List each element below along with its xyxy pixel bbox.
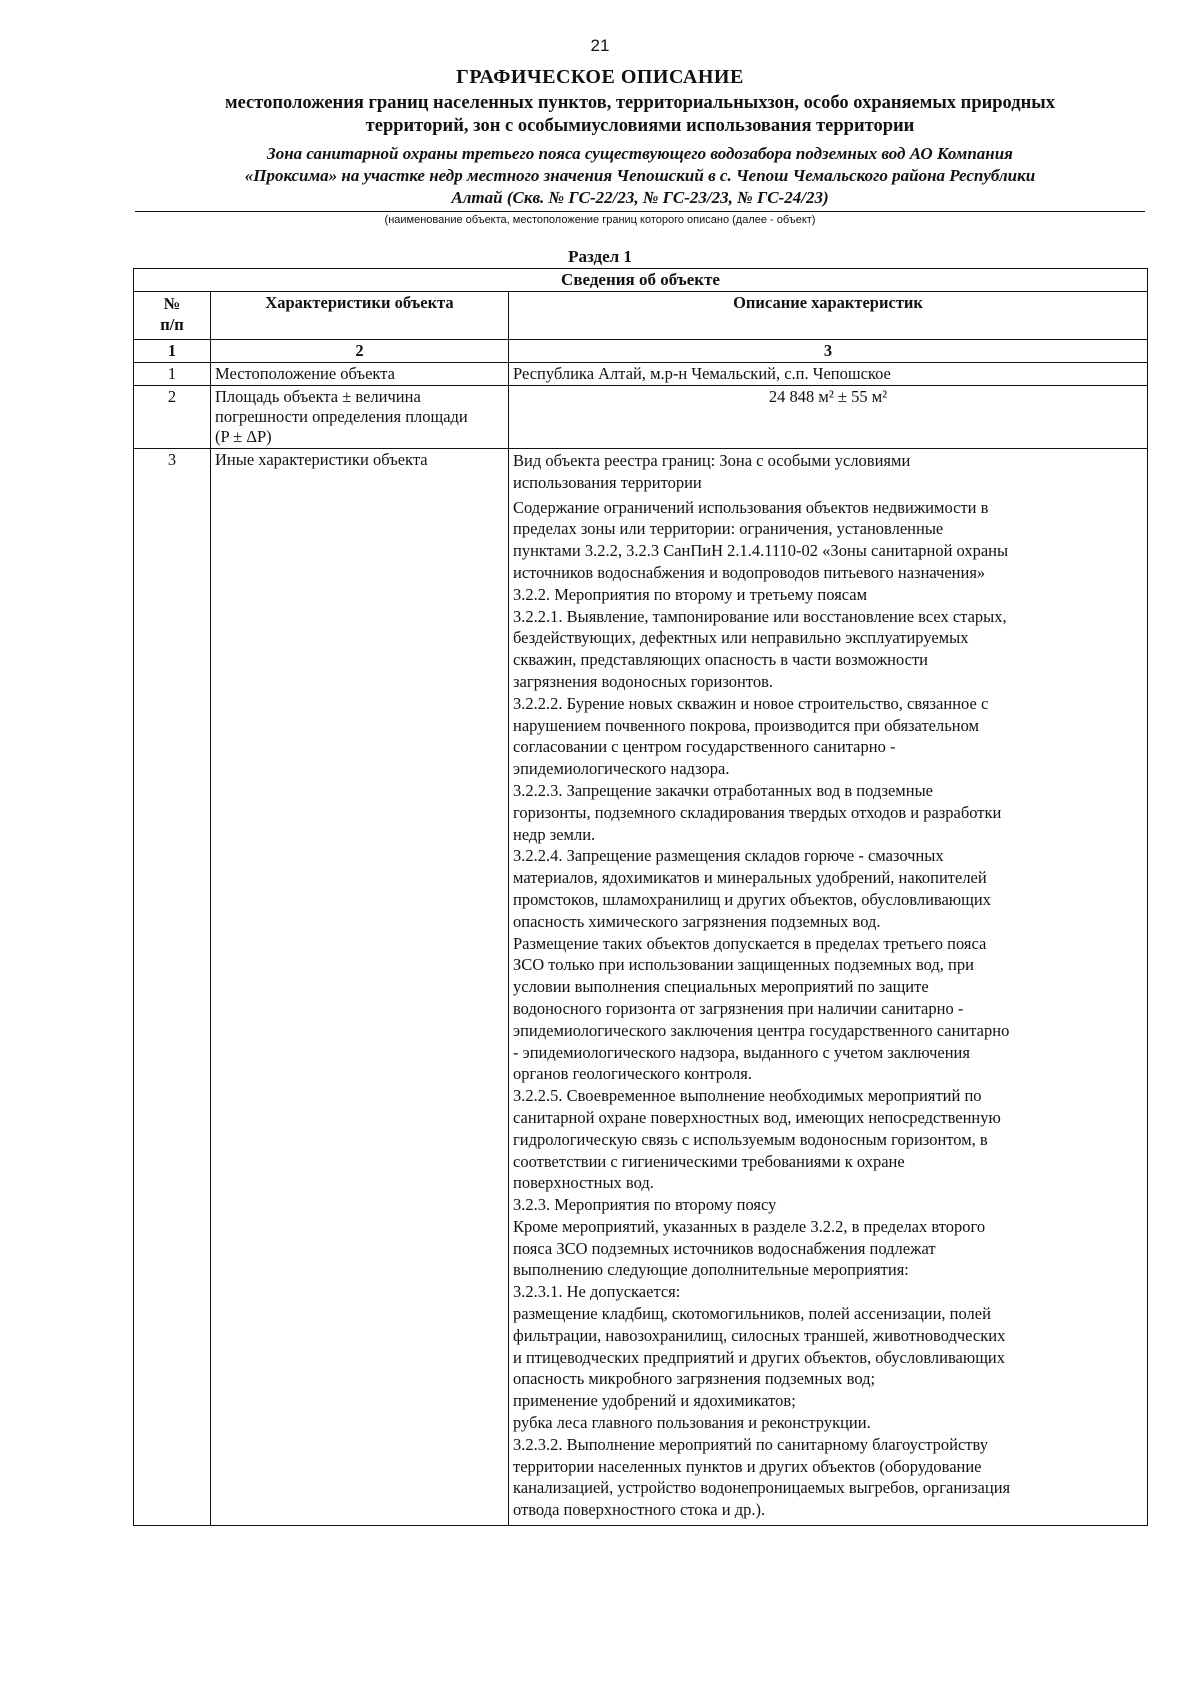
description-line: эпидемиологического заключения центра государственного санитарно <box>513 1020 1010 1040</box>
section-title: Раздел 1 <box>568 247 632 266</box>
description-line: горизонты, подземного складирования твердых отходов и разработки <box>513 802 1002 822</box>
description-line: 3.2.2.3. Запрещение закачки отработанных вод в подземные <box>513 780 933 800</box>
description-line: использования территории <box>513 472 702 492</box>
description-line: и птицеводческих предприятий и других объектов, обусловливающих <box>513 1347 1005 1367</box>
object-name-line: Зона санитарной охраны третьего пояса существующего водозабора подземных вод АО Компания <box>267 144 1013 163</box>
row-description-text <box>509 449 1148 1526</box>
column-number: 2 <box>211 340 509 363</box>
table-caption-row <box>134 269 1148 292</box>
object-caption: (наименование объекта, местоположение границ которого описано (далее - объект) <box>384 214 816 226</box>
description-line: гидрологическую связь с используемым водоносным горизонтом, в <box>513 1129 988 1149</box>
description-line: Кроме мероприятий, указанных в разделе 3.2.2, в пределах второго <box>513 1216 986 1236</box>
column-number: 3 <box>509 340 1148 363</box>
description-line: поверхностных вод. <box>513 1173 654 1193</box>
characteristic-line: погрешности определения площади <box>215 407 468 426</box>
description-line: пояса ЗСО подземных источников водоснабжения подлежат <box>513 1238 936 1258</box>
characteristic-line: Площадь объекта ± величина <box>215 387 421 406</box>
description-line: применение удобрений и ядохимикатов; <box>513 1391 796 1411</box>
table-header-row <box>134 292 1148 340</box>
column-number: 1 <box>134 340 211 363</box>
description-line: водоносного горизонта от загрязнения при наличии санитарно - <box>513 998 964 1018</box>
description-line: санитарной охране поверхностных вод, имеющих непосредственную <box>513 1107 1001 1127</box>
row-number: 2 <box>134 386 211 449</box>
page-number: 21 <box>590 36 610 55</box>
description-line: условии выполнения специальных мероприятий по защите <box>513 977 929 997</box>
description-line: соответствии с гигиеническими требованиями к охране <box>513 1151 905 1171</box>
description-line: 3.2.3.1. Не допускается: <box>513 1282 681 1302</box>
row-number: 1 <box>134 363 211 386</box>
object-name-line: Алтай (Скв. № ГС-22/23, № ГС-23/23, № ГС-24/23) <box>451 188 829 207</box>
row-description-area: 24 848 м² ± 55 м² <box>509 386 1148 449</box>
object-info-table <box>133 268 1148 1526</box>
description-line: ЗСО только при использовании защищенных подземных вод, при <box>513 955 974 975</box>
characteristic-line: (P ± ΔP) <box>215 427 272 446</box>
description-line: размещение кладбищ, скотомогильников, полей ассенизации, полей <box>513 1304 991 1324</box>
row-number: 3 <box>134 449 211 1526</box>
row-characteristic: Иные характеристики объекта <box>211 449 509 1526</box>
description-line: опасность микробного загрязнения подземных вод; <box>513 1369 876 1389</box>
description-line: 3.2.3.2. Выполнение мероприятий по санитарному благоустройству <box>513 1434 988 1454</box>
row-characteristic: Местоположение объекта <box>211 363 509 386</box>
description-line: загрязнения водоносных горизонтов. <box>513 671 774 691</box>
description-line: промстоков, шламохранилищ и других объектов, обусловливающих <box>513 889 991 909</box>
description-line: отвода поверхностного стока и др.). <box>513 1500 766 1520</box>
header-number <box>134 292 211 340</box>
description-block <box>513 497 1143 1521</box>
description-line: эпидемиологического надзора. <box>513 759 730 779</box>
description-line: скважин, представляющих опасность в части возможности <box>513 650 928 670</box>
row-characteristic <box>211 386 509 449</box>
description-line: канализацией, устройство водонепроницаемых выгребов, организация <box>513 1478 1011 1498</box>
description-line: 3.2.2.1. Выявление, тампонирование или восстановление всех старых, <box>513 606 1007 626</box>
description-line: материалов, ядохимикатов и минеральных удобрений, накопителей <box>513 868 987 888</box>
description-line: источников водоснабжения и водопроводов питьевого назначения» <box>513 562 986 582</box>
description-line: Вид объекта реестра границ: Зона с особыми условиями <box>513 451 911 470</box>
description-line: рубка леса главного пользования и реконструкции. <box>513 1413 871 1433</box>
subtitle-line: территорий, зон с особымиусловиями использования территории <box>365 116 915 136</box>
object-name-line: «Проксима» на участке недр местного значения Чепошский в с. Чепош Чемальского района Республики <box>244 166 1036 185</box>
document-subtitle <box>120 92 1160 138</box>
description-line: органов геологического контроля. <box>513 1064 752 1084</box>
description-line: 3.2.3. Мероприятия по второму поясу <box>513 1195 777 1215</box>
header-number-symbol: № <box>163 294 181 313</box>
row-description: Республика Алтай, м.р-н Чемальский, с.п. Чепошское <box>509 363 1148 386</box>
description-line: 3.2.2.4. Запрещение размещения складов горюче - смазочных <box>513 846 944 866</box>
description-line: согласовании с центром государственного санитарно - <box>513 737 896 757</box>
description-line: Размещение таких объектов допускается в пределах третьего пояса <box>513 933 987 953</box>
description-line: пределах зоны или территории: ограничения, установленные <box>513 519 944 539</box>
title-underline <box>135 211 1145 212</box>
description-line: 3.2.2.2. Бурение новых скважин и новое строительство, связанное с <box>513 693 989 713</box>
description-line: Содержание ограничений использования объектов недвижимости в <box>513 497 989 517</box>
subtitle-line: местоположения границ населенных пунктов, территориальныхзон, особо охраняемых природных <box>225 93 1055 113</box>
description-line: 3.2.2.5. Своевременное выполнение необходимых мероприятий по <box>513 1086 982 1106</box>
description-block <box>513 450 1143 494</box>
description-line: территории населенных пунктов и других объектов (оборудование <box>513 1456 982 1476</box>
description-line: 3.2.2. Мероприятия по второму и третьему поясам <box>513 584 868 604</box>
description-line: бездействующих, дефектных или неправильно эксплуатируемых <box>513 628 969 648</box>
description-line: выполнению следующие дополнительные мероприятия: <box>513 1260 909 1280</box>
table-row <box>134 386 1148 449</box>
table-row <box>134 449 1148 1526</box>
table-caption: Сведения об объекте <box>134 269 1148 292</box>
column-number-row <box>134 340 1148 363</box>
header-description: Описание характеристик <box>509 292 1148 340</box>
object-name <box>130 143 1150 209</box>
document-title: ГРАФИЧЕСКОЕ ОПИСАНИЕ <box>456 66 744 88</box>
description-line: - эпидемиологического надзора, выданного с учетом заключения <box>513 1042 970 1062</box>
description-line: пунктами 3.2.2, 3.2.3 СанПиН 2.1.4.1110-02 «Зоны санитарной охраны <box>513 541 1009 561</box>
description-line: фильтрации, навозохранилищ, силосных траншей, животноводческих <box>513 1325 1006 1345</box>
description-line: недр земли. <box>513 824 596 844</box>
description-line: опасность химического загрязнения подземных вод. <box>513 911 881 931</box>
description-line: нарушением почвенного покрова, производится при обязательном <box>513 715 979 735</box>
header-characteristics: Характеристики объекта <box>211 292 509 340</box>
header-number-abbrev: п/п <box>160 315 184 334</box>
table-row <box>134 363 1148 386</box>
